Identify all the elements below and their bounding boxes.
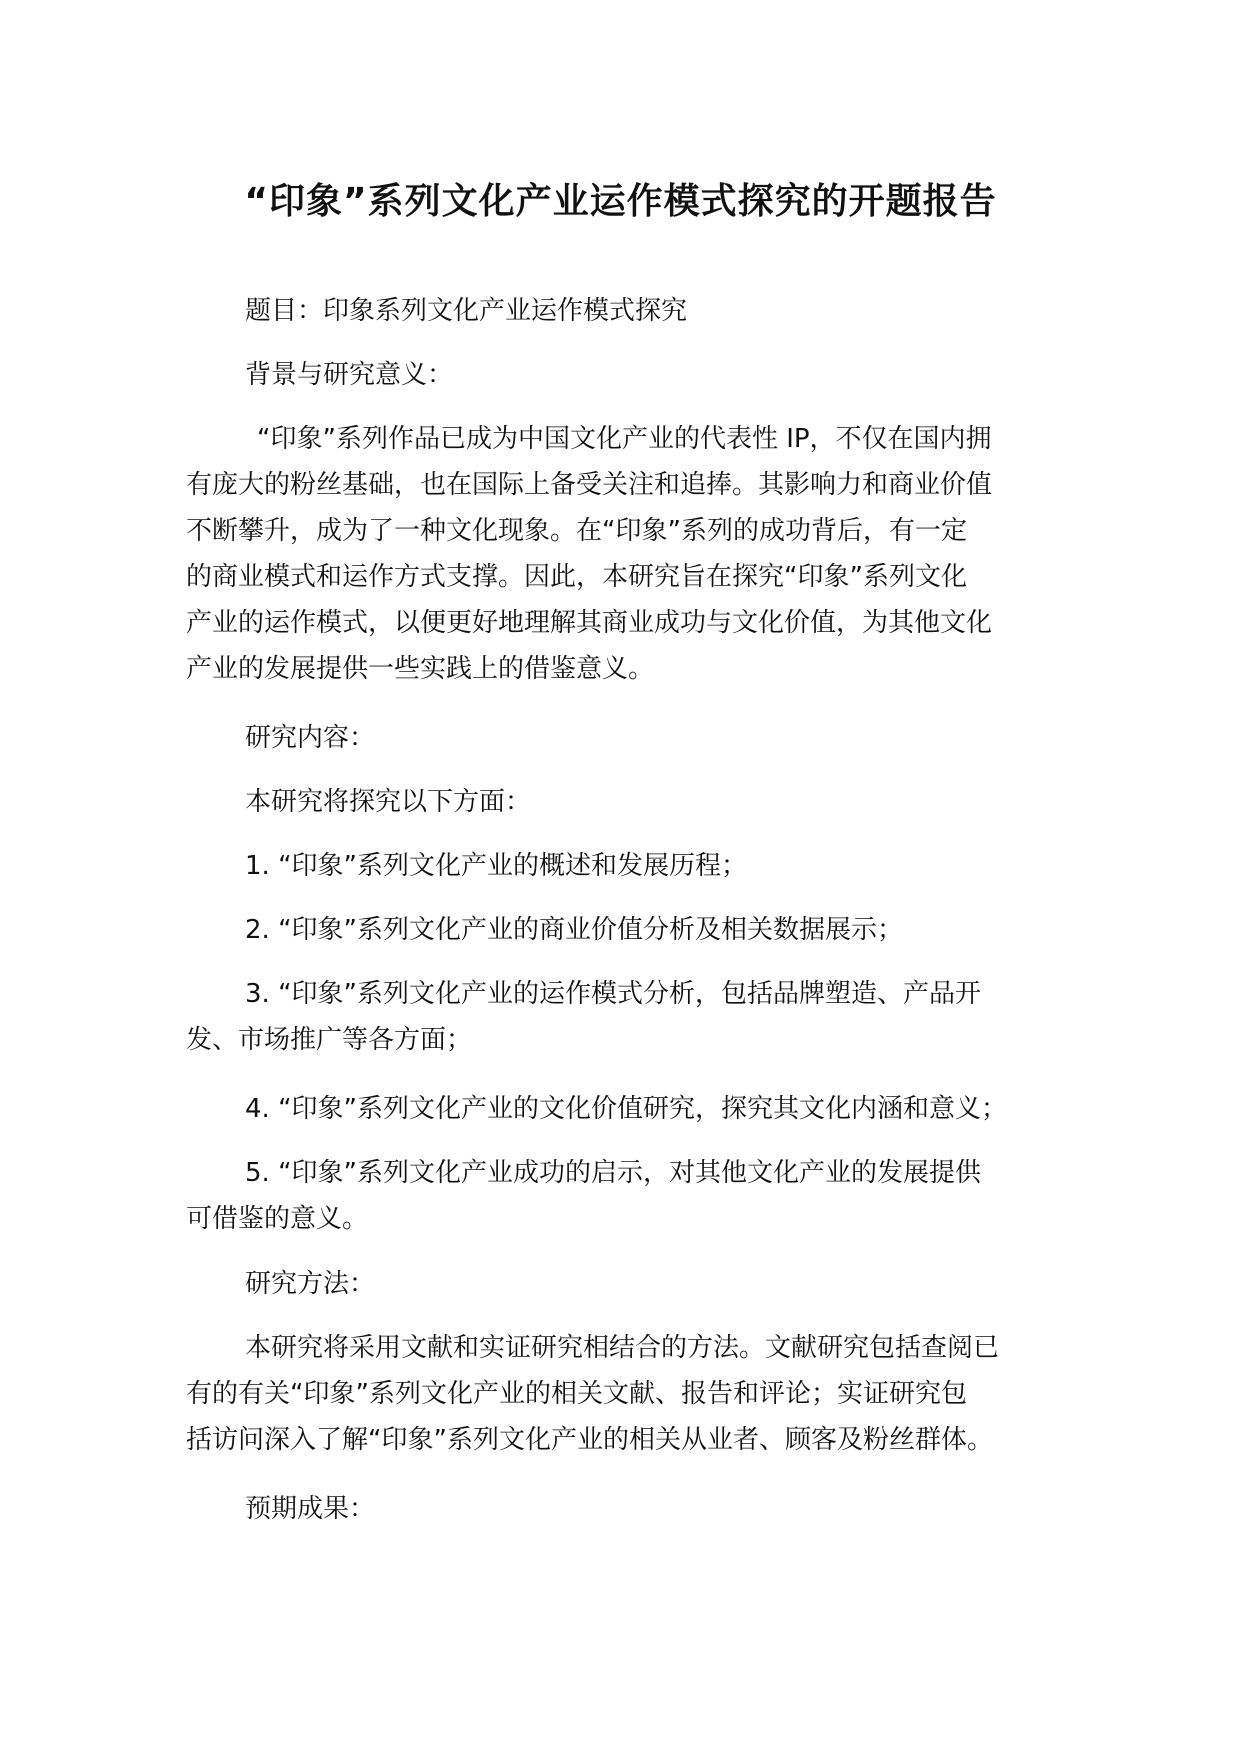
paragraph-line: “印象”系列作品已成为中国文化产业的代表性 IP，不仅在国内拥	[257, 424, 992, 454]
list-item-continuation: 发、市场推广等各方面；	[186, 1025, 473, 1055]
list-item: 2. “印象”系列文化产业的商业价值分析及相关数据展示；	[245, 915, 904, 945]
section-heading-method: 研究方法：	[245, 1269, 376, 1299]
paragraph-line: 本研究将探究以下方面：	[245, 787, 532, 817]
list-item: 4. “印象”系列文化产业的文化价值研究，探究其文化内涵和意义；	[245, 1094, 1008, 1124]
paragraph-line: 的商业模式和运作方式支撑。因此，本研究旨在探究“印象”系列文化	[186, 562, 967, 592]
topic-line: 题目：印象系列文化产业运作模式探究	[245, 296, 688, 326]
paragraph-line: 产业的发展提供一些实践上的借鉴意义。	[186, 654, 655, 684]
section-heading-outcome: 预期成果：	[245, 1494, 376, 1524]
paragraph-line: 有庞大的粉丝基础，也在国际上备受关注和追捧。其影响力和商业价值	[186, 470, 993, 500]
list-item: 3. “印象”系列文化产业的运作模式分析，包括品牌塑造、产品开	[245, 979, 982, 1009]
list-item: 5. “印象”系列文化产业成功的启示，对其他文化产业的发展提供	[245, 1158, 982, 1188]
paragraph-line: 括访问深入了解“印象”系列文化产业的相关从业者、顾客及粉丝群体。	[186, 1425, 993, 1455]
section-heading-background: 背景与研究意义：	[245, 360, 454, 390]
list-item: 1. “印象”系列文化产业的概述和发展历程；	[245, 851, 748, 881]
paragraph-line: 本研究将采用文献和实证研究相结合的方法。文献研究包括查阅已	[245, 1333, 1000, 1363]
document-title: “印象”系列文化产业运作模式探究的开题报告	[244, 181, 997, 222]
paragraph-line: 产业的运作模式，以便更好地理解其商业成功与文化价值，为其他文化	[186, 608, 993, 638]
paragraph-line: 不断攀升，成为了一种文化现象。在“印象”系列的成功背后，有一定	[186, 516, 967, 546]
list-item-continuation: 可借鉴的意义。	[186, 1204, 369, 1234]
section-heading-content: 研究内容：	[245, 723, 376, 753]
paragraph-line: 有的有关“印象”系列文化产业的相关文献、报告和评论；实证研究包	[186, 1379, 967, 1409]
